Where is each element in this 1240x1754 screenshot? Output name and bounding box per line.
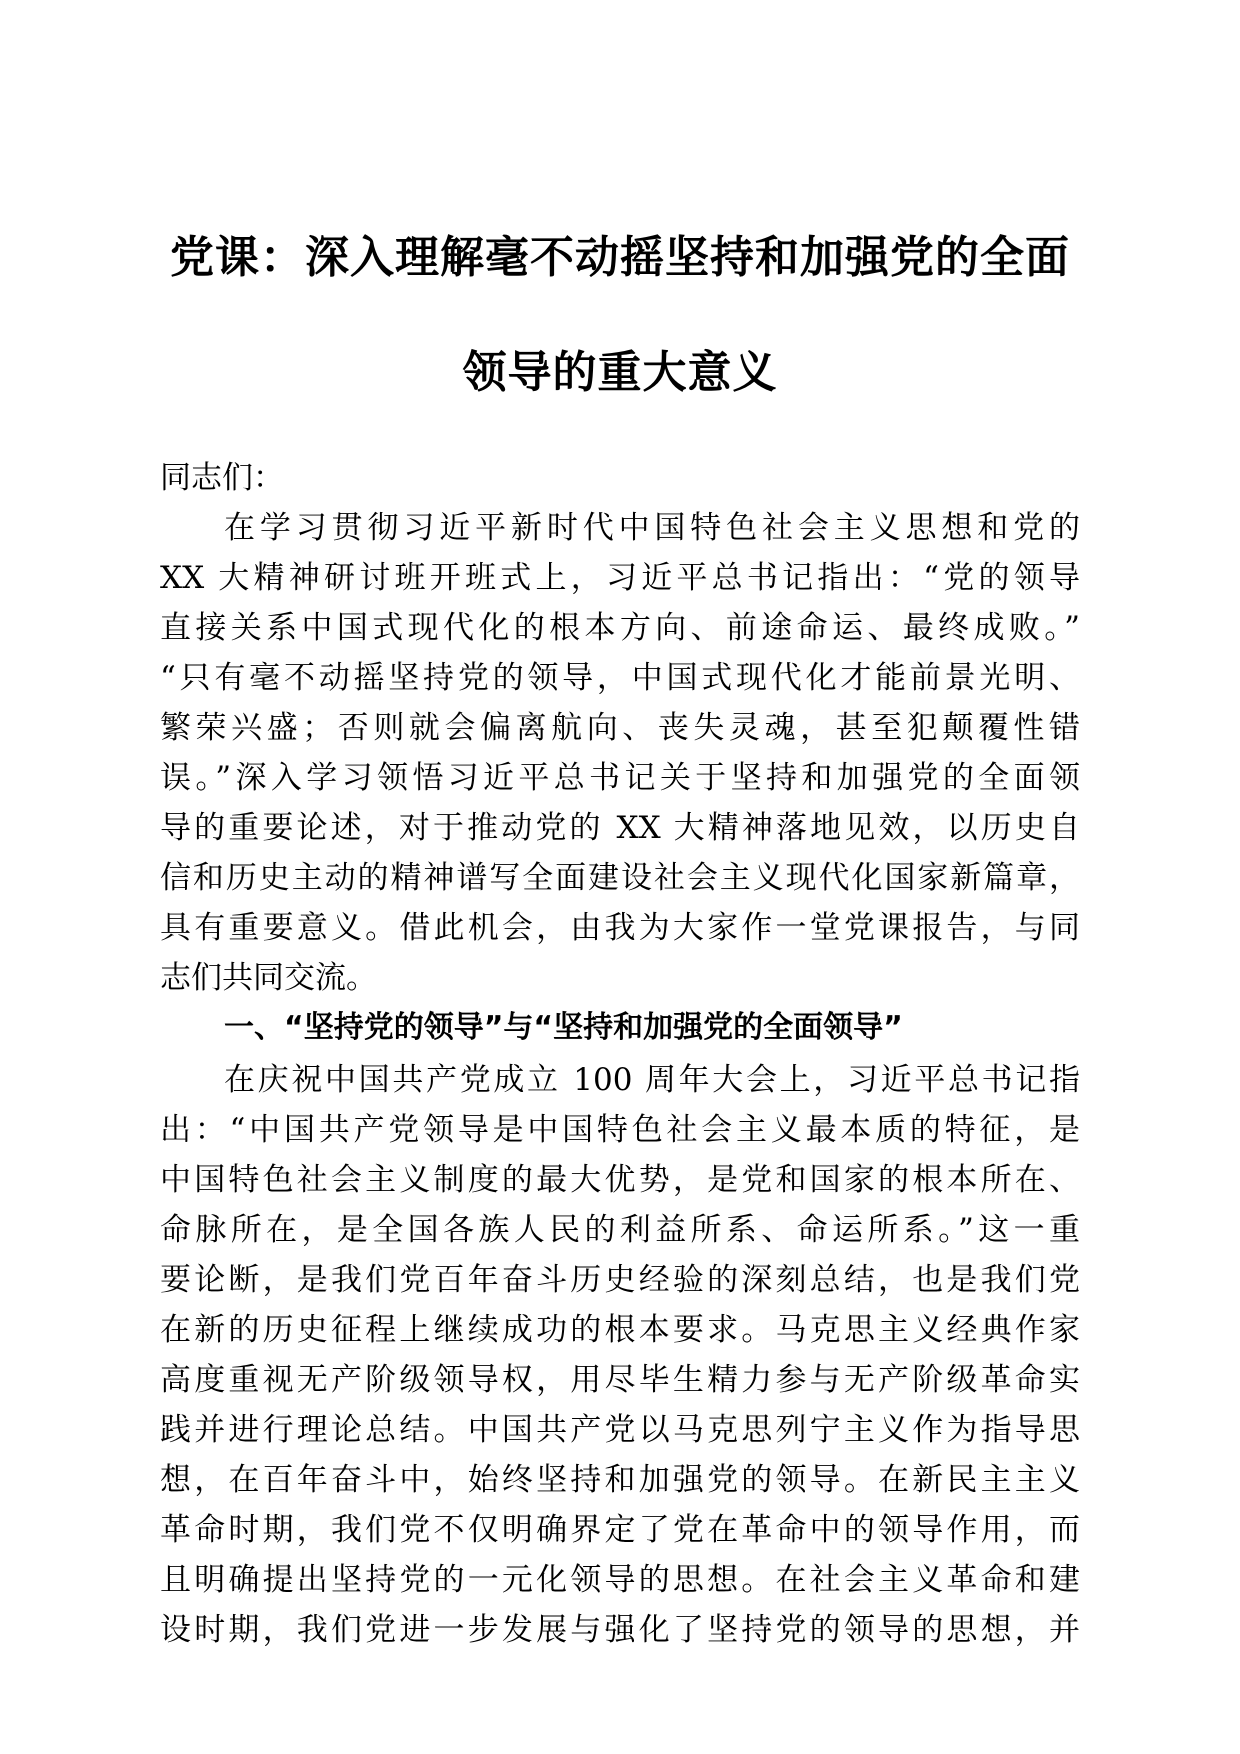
paragraph-1-line: XX 大精神研讨班开班式上，习近平总书记指出：“党的领导 (160, 560, 1080, 596)
paragraph-2-line: 命脉所在，是全国各族人民的利益所系、命运所系。”这一重 (160, 1212, 1080, 1248)
paragraph-1-line: 具有重要意义。借此机会，由我为大家作一堂党课报告，与同 (160, 910, 1080, 946)
paragraph-1-line: 导的重要论述，对于推动党的 XX 大精神落地见效，以历史自 (160, 810, 1080, 846)
document-title-line-1: 党课：深入理解毫不动摇坚持和加强党的全面 (170, 232, 1070, 283)
paragraph-1-line: 繁荣兴盛；否则就会偏离航向、丧失灵魂，甚至犯颠覆性错 (160, 710, 1080, 746)
document-title-line-2: 领导的重大意义 (462, 347, 778, 398)
paragraph-1-line: 志们共同交流。 (160, 960, 377, 996)
paragraph-2-line: 想，在百年奋斗中，始终坚持和加强党的领导。在新民主主义 (160, 1462, 1080, 1498)
paragraph-2-line: 高度重视无产阶级领导权，用尽毕生精力参与无产阶级革命实 (160, 1362, 1080, 1398)
paragraph-2-line: 出：“中国共产党领导是中国特色社会主义最本质的特征，是 (160, 1112, 1080, 1148)
paragraph-2-line: 践并进行理论总结。中国共产党以马克思列宁主义作为指导思 (160, 1412, 1080, 1448)
paragraph-1-line: “只有毫不动摇坚持党的领导，中国式现代化才能前景光明、 (160, 660, 1080, 696)
paragraph-2-line: 要论断，是我们党百年奋斗历史经验的深刻总结，也是我们党 (160, 1262, 1080, 1298)
paragraph-1-line: 信和历史主动的精神谱写全面建设社会主义现代化国家新篇章， (160, 860, 1080, 896)
paragraph-2-line: 且明确提出坚持党的一元化领导的思想。在社会主义革命和建 (160, 1562, 1080, 1598)
paragraph-2-line: 在庆祝中国共产党成立 100 周年大会上，习近平总书记指 (224, 1062, 1080, 1098)
paragraph-2-line: 在新的历史征程上继续成功的根本要求。马克思主义经典作家 (160, 1312, 1080, 1348)
section-heading-1: 一、“坚持党的领导”与“坚持和加强党的全面领导” (224, 1010, 903, 1045)
paragraph-2-line: 革命时期，我们党不仅明确界定了党在革命中的领导作用，而 (160, 1512, 1080, 1548)
paragraph-1-line: 直接关系中国式现代化的根本方向、前途命运、最终成败。” (160, 610, 1080, 646)
paragraph-2-line: 中国特色社会主义制度的最大优势，是党和国家的根本所在、 (160, 1162, 1080, 1198)
salutation: 同志们： (160, 460, 284, 496)
paragraph-1-line: 在学习贯彻习近平新时代中国特色社会主义思想和党的 (224, 510, 1080, 546)
paragraph-1-line: 误。”深入学习领悟习近平总书记关于坚持和加强党的全面领 (160, 760, 1080, 796)
paragraph-2-line: 设时期，我们党进一步发展与强化了坚持党的领导的思想，并 (160, 1612, 1080, 1648)
